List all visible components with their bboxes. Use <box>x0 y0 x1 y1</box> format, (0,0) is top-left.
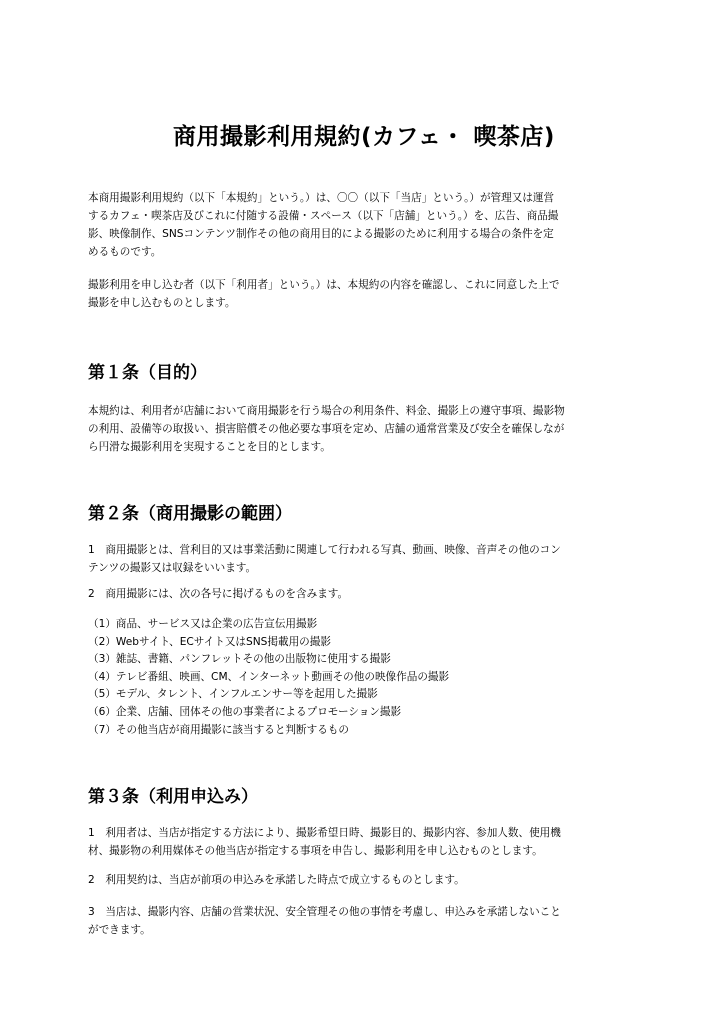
document-title: 商用撮影利用規約(カフェ・ 喫茶店) <box>173 124 555 150</box>
list-item: （6）企業、店舗、団体その他の事業者によるプロモーション撮影 <box>88 705 402 718</box>
text-line: ら円滑な撮影利用を実現することを目的とします。 <box>88 441 331 453</box>
intro-paragraph-1 <box>88 189 640 261</box>
article-3-item-2 <box>88 871 640 889</box>
list-item: （1）商品、サービス又は企業の広告宣伝用撮影 <box>88 618 318 630</box>
list-item: （5）モデル、タレント、インフルエンサー等を起用した撮影 <box>88 688 378 701</box>
text-line: 本規約は、利用者が店舗において商用撮影を行う場合の利用条件、料金、撮影上の遵守事項、撮影物 <box>88 405 565 417</box>
list-item: （3）雑誌、書籍、パンフレットその他の出版物に使用する撮影 <box>88 653 391 666</box>
text-line: 本商用撮影利用規約（以下「本規約」という。）は、〇〇（以下「当店」という。）が管理又は運営 <box>88 192 555 204</box>
text-line: 影、映像制作、SNSコンテンツ制作その他の商用目的による撮影のために利用する場合の条件を定 <box>88 228 554 240</box>
article-2-heading: 第２条（商用撮影の範囲） <box>88 504 292 524</box>
text-line: 3 当店は、撮影内容、店舗の営業状況、安全管理その他の事情を考慮し、申込みを承諾しないこと <box>88 906 561 918</box>
text-line: の利用、設備等の取扱い、損害賠償その他必要な事項を定め、店舗の通常営業及び安全を確保しなが <box>88 423 565 435</box>
article-2-item-1 <box>88 541 640 577</box>
text-line: 2 商用撮影には、次の各号に掲げるものを含みます。 <box>88 588 349 600</box>
article-2-list <box>88 616 449 739</box>
article-3-heading: 第３条（利用申込み） <box>88 787 258 807</box>
text-line: 撮影を申し込むものとします。 <box>88 297 236 309</box>
text-line: ができます。 <box>88 924 151 936</box>
article-3-item-1 <box>88 824 640 860</box>
list-item: （2）Webサイト、ECサイト又はSNS掲載用の撮影 <box>88 635 331 648</box>
list-item: （4）テレビ番組、映画、CM、インターネット動画その他の映像作品の撮影 <box>88 670 450 683</box>
text-line: 撮影利用を申し込む者（以下「利用者」という。）は、本規約の内容を確認し、これに同意した上で <box>88 279 560 291</box>
text-line: めるものです。 <box>88 246 162 258</box>
text-line: 2 利用契約は、当店が前項の申込みを承諾した時点で成立するものとします。 <box>88 874 465 886</box>
article-2-item-2 <box>88 585 640 603</box>
text-line: 1 利用者は、当店が指定する方法により、撮影希望日時、撮影目的、撮影内容、参加人数、使用機 <box>88 827 561 839</box>
text-line: テンツの撮影又は収録をいいます。 <box>88 562 257 574</box>
text-line: 材、撮影物の利用媒体その他当店が指定する事項を申告し、撮影利用を申し込むものとします。 <box>88 845 543 857</box>
article-1-body <box>88 402 640 456</box>
article-3-item-3 <box>88 903 640 939</box>
text-line: するカフェ・喫茶店及びこれに付随する設備・スペース（以下「店舗」という。）を、広告、商品撮 <box>88 210 559 222</box>
text-line: 1 商用撮影とは、営利目的又は事業活動に関連して行われる写真、動画、映像、音声その他のコン <box>88 544 561 556</box>
intro-paragraph-2 <box>88 276 640 312</box>
article-1-heading: 第１条（目的） <box>88 363 207 383</box>
list-item: （7）その他当店が商用撮影に該当すると判断するもの <box>88 723 349 736</box>
